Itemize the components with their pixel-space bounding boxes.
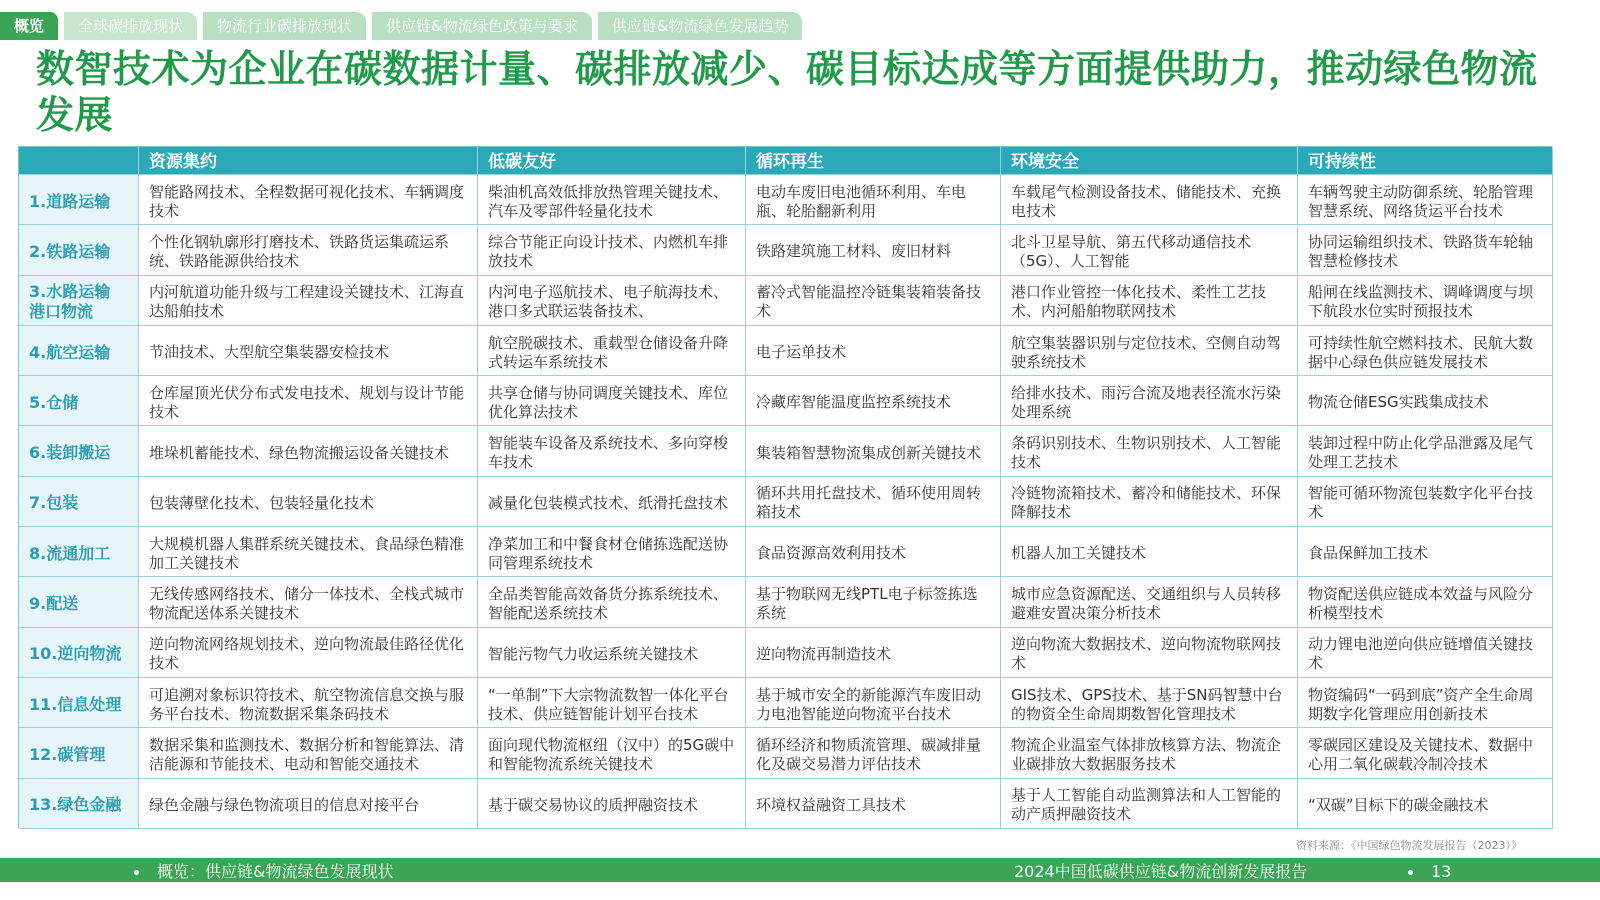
row-label: 3.水路运输 港口物流 [19, 276, 139, 326]
table-cell: 协同运输组织技术、铁路货车轮轴智慧检修技术 [1298, 225, 1553, 275]
page-title: 数智技术为企业在碳数据计量、碳排放减少、碳目标达成等方面提供助力，推动绿色物流发展 [36, 47, 1538, 137]
table-cell: 电子运单技术 [746, 326, 1001, 376]
table-cell: 电动车废旧电池循环利用、车电瓶、轮胎翻新利用 [746, 175, 1001, 225]
table-cell: 蓄冷式智能温控冷链集装箱装备技术 [746, 276, 1001, 326]
tab-overview[interactable]: 概览 [0, 12, 58, 40]
table-cell: 堆垛机蓄能技术、绿色物流搬运设备关键技术 [139, 426, 478, 476]
table-cell: 北斗卫星导航、第五代移动通信技术（5G）、人工智能 [1001, 225, 1298, 275]
table-cell: 车辆驾驶主动防御系统、轮胎管理智慧系统、网络货运平台技术 [1298, 175, 1553, 225]
table-cell: 港口作业管控一体化技术、柔性工艺技术、内河船舶物联网技术 [1001, 276, 1298, 326]
table-cell: 零碳园区建设及关键技术、数据中心用二氧化碳载冷制冷技术 [1298, 728, 1553, 778]
table-cell: 内河电子巡航技术、电子航海技术、港口多式联运装备技术、 [478, 276, 746, 326]
tab-green-policy[interactable]: 供应链&物流绿色政策与要求 [372, 12, 592, 40]
row-label: 11.信息处理 [19, 678, 139, 728]
table-cell: 基于物联网无线PTL电子标签拣选系统 [746, 577, 1001, 627]
table-cell: 可追溯对象标识符技术、航空物流信息交换与服务平台技术、物流数据采集条码技术 [139, 678, 478, 728]
table-cell: 逆向物流大数据技术、逆向物流物联网技术 [1001, 628, 1298, 678]
table-cell: 净菜加工和中餐食材仓储拣选配送协同管理系统技术 [478, 527, 746, 577]
table-cell: 逆向物流网络规划技术、逆向物流最佳路径优化技术 [139, 628, 478, 678]
table-cell: 冷链物流箱技术、蓄冷和储能技术、环保降解技术 [1001, 477, 1298, 527]
technology-table [18, 146, 1552, 828]
table-cell: 逆向物流再制造技术 [746, 628, 1001, 678]
tab-green-trends[interactable]: 供应链&物流绿色发展趋势 [598, 12, 803, 40]
table-cell: 智能可循环物流包装数字化平台技术 [1298, 477, 1553, 527]
row-label: 12.碳管理 [19, 728, 139, 778]
table-cell: 机器人加工关键技术 [1001, 527, 1298, 577]
table-cell: GIS技术、GPS技术、基于SN码智慧中台的物资全生命周期数智化管理技术 [1001, 678, 1298, 728]
footer [0, 858, 1600, 900]
tab-global-emissions[interactable]: 全球碳排放现状 [64, 12, 197, 40]
table-cell: 物资配送供应链成本效益与风险分析模型技术 [1298, 577, 1553, 627]
table-cell: 铁路建筑施工材料、废旧材料 [746, 225, 1001, 275]
table-cell: 面向现代物流枢纽（汉中）的5G碳中和智能物流系统关键技术 [478, 728, 746, 778]
row-label: 1.道路运输 [19, 175, 139, 225]
table-cell: 内河航道功能升级与工程建设关键技术、江海直达船舶技术 [139, 276, 478, 326]
table-cell: 环境权益融资工具技术 [746, 779, 1001, 829]
table-cell: 航空脱碳技术、重载型仓储设备升降式转运车系统技术 [478, 326, 746, 376]
tab-logistics-emissions[interactable]: 物流行业碳排放现状 [203, 12, 366, 40]
table-cell: 装卸过程中防止化学品泄露及尾气处理工艺技术 [1298, 426, 1553, 476]
table-cell: 数据采集和监测技术、数据分析和智能算法、清洁能源和节能技术、电动和智能交通技术 [139, 728, 478, 778]
table-cell: 个性化钢轨廓形打磨技术、铁路货运集疏运系统、铁路能源供给技术 [139, 225, 478, 275]
table-cell: 船闸在线监测技术、调峰调度与坝下航段水位实时预报技术 [1298, 276, 1553, 326]
table-cell: 基于城市安全的新能源汽车废旧动力电池智能逆向物流平台技术 [746, 678, 1001, 728]
table-header: 资源集约 [139, 147, 478, 175]
table-header: 循环再生 [746, 147, 1001, 175]
table-cell: 循环共用托盘技术、循环使用周转箱技术 [746, 477, 1001, 527]
row-label: 8.流通加工 [19, 527, 139, 577]
table-cell: 智能路网技术、全程数据可视化技术、车辆调度技术 [139, 175, 478, 225]
table-cell: 食品保鲜加工技术 [1298, 527, 1553, 577]
table-cell: 动力锂电池逆向供应链增值关键技术 [1298, 628, 1553, 678]
footer-report-title: 2024中国低碳供应链&物流创新发展报告 [1014, 862, 1308, 881]
footer-section-label: 概览：供应链&物流绿色发展现状 [157, 862, 394, 881]
table-cell: 城市应急资源配送、交通组织与人员转移避难安置决策分析技术 [1001, 577, 1298, 627]
table-corner [19, 147, 139, 175]
table-cell: “双碳”目标下的碳金融技术 [1298, 779, 1553, 829]
table-cell: 循环经济和物质流管理、碳减排量化及碳交易潜力评估技术 [746, 728, 1001, 778]
table-cell: 冷藏库智能温度监控系统技术 [746, 376, 1001, 426]
table-cell: 基于碳交易协议的质押融资技术 [478, 779, 746, 829]
row-label: 2.铁路运输 [19, 225, 139, 275]
table-cell: 大规模机器人集群系统关键技术、食品绿色精准加工关键技术 [139, 527, 478, 577]
row-label: 13.绿色金融 [19, 779, 139, 829]
source-note: 资料来源：《中国绿色物流发展报告（2023）》 [1296, 839, 1522, 852]
table-cell: 减量化包装模式技术、纸滑托盘技术 [478, 477, 746, 527]
page-number [1408, 863, 1451, 881]
row-label: 5.仓储 [19, 376, 139, 426]
table-cell: 给排水技术、雨污合流及地表径流水污染处理系统 [1001, 376, 1298, 426]
table-cell: 集装箱智慧物流集成创新关键技术 [746, 426, 1001, 476]
table-cell: 物资编码“一码到底”资产全生命周期数字化管理应用创新技术 [1298, 678, 1553, 728]
row-label: 9.配送 [19, 577, 139, 627]
table-cell: 节油技术、大型航空集装器安检技术 [139, 326, 478, 376]
bullet-icon [134, 870, 139, 875]
table-cell: 无线传感网络技术、储分一体技术、全栈式城市物流配送体系关键技术 [139, 577, 478, 627]
table-cell: 智能污物气力收运系统关键技术 [478, 628, 746, 678]
table-header: 可持续性 [1298, 147, 1553, 175]
table-header: 低碳友好 [478, 147, 746, 175]
table-cell: 物流企业温室气体排放核算方法、物流企业碳排放大数据服务技术 [1001, 728, 1298, 778]
table-cell: 可持续性航空燃料技术、民航大数据中心绿色供应链发展技术 [1298, 326, 1553, 376]
row-label: 10.逆向物流 [19, 628, 139, 678]
table-cell: 全品类智能高效备货分拣系统技术、智能配送系统技术 [478, 577, 746, 627]
table-cell: 物流仓储ESG实践集成技术 [1298, 376, 1553, 426]
table-cell: 柴油机高效低排放热管理关键技术、汽车及零部件轻量化技术 [478, 175, 746, 225]
table-cell: 基于人工智能自动监测算法和人工智能的动产质押融资技术 [1001, 779, 1298, 829]
row-label: 4.航空运输 [19, 326, 139, 376]
table-cell: 仓库屋顶光伏分布式发电技术、规划与设计节能技术 [139, 376, 478, 426]
table-cell: 综合节能正向设计技术、内燃机车排放技术 [478, 225, 746, 275]
top-tabs [0, 12, 808, 40]
table-cell: 绿色金融与绿色物流项目的信息对接平台 [139, 779, 478, 829]
table-header: 环境安全 [1001, 147, 1298, 175]
row-label: 6.装卸搬运 [19, 426, 139, 476]
table-cell: 条码识别技术、生物识别技术、人工智能技术 [1001, 426, 1298, 476]
table-cell: “一单制”下大宗物流数智一体化平台技术、供应链智能计划平台技术 [478, 678, 746, 728]
table-cell: 包装薄壁化技术、包装轻量化技术 [139, 477, 478, 527]
table-cell: 共享仓储与协同调度关键技术、库位优化算法技术 [478, 376, 746, 426]
table-cell: 车载尾气检测设备技术、储能技术、充换电技术 [1001, 175, 1298, 225]
table-cell: 食品资源高效利用技术 [746, 527, 1001, 577]
table-cell: 智能装车设备及系统技术、多向穿梭车技术 [478, 426, 746, 476]
table-cell: 航空集装器识别与定位技术、空侧自动驾驶系统技术 [1001, 326, 1298, 376]
footer-section [134, 863, 393, 881]
row-label: 7.包装 [19, 477, 139, 527]
bullet-icon [1408, 870, 1413, 875]
page-number-label: 13 [1431, 862, 1452, 881]
